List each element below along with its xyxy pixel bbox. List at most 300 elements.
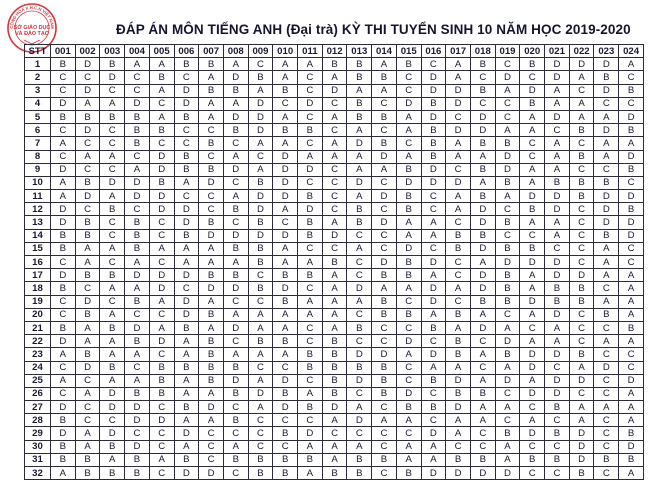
answer-cell: D <box>125 190 150 203</box>
answer-cell: D <box>545 387 570 400</box>
answer-cell: B <box>396 190 421 203</box>
answer-cell: A <box>149 321 174 334</box>
answer-cell: B <box>470 190 495 203</box>
answer-cell: B <box>421 97 446 110</box>
answer-cell: B <box>470 58 495 71</box>
answer-cell: C <box>223 401 248 414</box>
answer-cell: D <box>495 256 520 269</box>
answer-cell: D <box>223 374 248 387</box>
answer-cell: A <box>594 256 619 269</box>
answer-cell: D <box>594 216 619 229</box>
answer-cell: B <box>322 348 347 361</box>
answer-cell: D <box>75 84 100 97</box>
answer-cell: A <box>75 321 100 334</box>
answer-cell: D <box>199 467 224 480</box>
answer-cell: C <box>322 203 347 216</box>
answer-cell: C <box>322 163 347 176</box>
answer-cell: A <box>322 216 347 229</box>
answer-cell: A <box>495 440 520 453</box>
answer-cell: B <box>396 203 421 216</box>
answer-cell: A <box>569 361 594 374</box>
answer-cell: C <box>273 414 298 427</box>
answer-cell: C <box>446 110 471 123</box>
answer-cell: A <box>75 242 100 255</box>
answer-cell: A <box>347 84 372 97</box>
column-header-code: 022 <box>569 45 594 58</box>
answer-cell: D <box>149 163 174 176</box>
answer-cell: D <box>125 97 150 110</box>
row-number-cell: 20 <box>25 308 51 321</box>
answer-cell: A <box>545 163 570 176</box>
answer-cell: A <box>125 256 150 269</box>
answer-cell: B <box>569 467 594 480</box>
answer-cell: C <box>248 361 273 374</box>
row-number-cell: 8 <box>25 150 51 163</box>
answer-cell: B <box>470 137 495 150</box>
answer-cell: B <box>347 58 372 71</box>
answer-cell: B <box>619 84 644 97</box>
row-number-cell: 26 <box>25 387 51 400</box>
answer-cell: A <box>322 414 347 427</box>
answer-cell: C <box>51 71 76 84</box>
answer-cell: A <box>223 256 248 269</box>
answer-cell: C <box>273 361 298 374</box>
answer-cell: B <box>273 453 298 466</box>
answer-cell: B <box>470 387 495 400</box>
row-number-cell: 28 <box>25 414 51 427</box>
row-number-cell: 16 <box>25 256 51 269</box>
answer-cell: D <box>347 137 372 150</box>
answer-cell: C <box>520 440 545 453</box>
row-number-cell: 11 <box>25 190 51 203</box>
answer-cell: C <box>347 269 372 282</box>
answer-key-table <box>24 44 644 480</box>
answer-cell: B <box>298 269 323 282</box>
answer-cell: D <box>347 374 372 387</box>
answer-cell: D <box>149 282 174 295</box>
answer-cell: A <box>545 84 570 97</box>
answer-cell: A <box>174 374 199 387</box>
answer-cell: B <box>273 467 298 480</box>
answer-cell: D <box>100 176 125 189</box>
answer-cell: B <box>100 440 125 453</box>
row-number-cell: 6 <box>25 124 51 137</box>
answer-cell: B <box>223 414 248 427</box>
answer-cell: B <box>396 401 421 414</box>
answer-cell: A <box>100 97 125 110</box>
answer-cell: C <box>421 203 446 216</box>
answer-cell: C <box>545 467 570 480</box>
answer-cell: C <box>149 440 174 453</box>
answer-cell: C <box>619 97 644 110</box>
answer-cell: C <box>396 84 421 97</box>
answer-cell: A <box>396 348 421 361</box>
answer-cell: D <box>347 414 372 427</box>
answer-cell: C <box>421 190 446 203</box>
answer-cell: A <box>545 229 570 242</box>
row-number-cell: 13 <box>25 216 51 229</box>
row-number-cell: 21 <box>25 321 51 334</box>
answer-cell: C <box>594 282 619 295</box>
answer-cell: C <box>174 282 199 295</box>
answer-cell: B <box>298 361 323 374</box>
answer-cell: A <box>125 282 150 295</box>
answer-cell: D <box>396 97 421 110</box>
answer-cell: D <box>248 190 273 203</box>
answer-cell: A <box>51 348 76 361</box>
table-row <box>25 467 644 480</box>
answer-cell: C <box>347 335 372 348</box>
answer-cell: A <box>372 282 397 295</box>
answer-cell: C <box>125 84 150 97</box>
answer-cell: A <box>322 269 347 282</box>
answer-cell: C <box>75 71 100 84</box>
answer-cell: A <box>619 467 644 480</box>
answer-cell: C <box>125 150 150 163</box>
answer-cell: D <box>520 361 545 374</box>
answer-cell: D <box>322 84 347 97</box>
answer-cell: B <box>199 163 224 176</box>
answer-cell: A <box>347 163 372 176</box>
answer-cell: A <box>125 58 150 71</box>
answer-cell: A <box>396 216 421 229</box>
answer-cell: A <box>199 242 224 255</box>
answer-cell: D <box>421 256 446 269</box>
answer-cell: A <box>347 295 372 308</box>
answer-cell: A <box>421 440 446 453</box>
answer-cell: B <box>51 282 76 295</box>
answer-cell: C <box>100 216 125 229</box>
answer-cell: A <box>396 453 421 466</box>
answer-cell: D <box>396 176 421 189</box>
answer-cell: C <box>75 203 100 216</box>
answer-cell: C <box>372 321 397 334</box>
answer-cell: C <box>470 71 495 84</box>
answer-cell: D <box>174 467 199 480</box>
answer-cell: C <box>594 427 619 440</box>
answer-cell: A <box>322 295 347 308</box>
answer-cell: B <box>347 216 372 229</box>
answer-cell: D <box>322 401 347 414</box>
answer-cell: D <box>470 242 495 255</box>
answer-cell: B <box>75 269 100 282</box>
answer-cell: A <box>174 176 199 189</box>
answer-cell: B <box>223 84 248 97</box>
answer-cell: B <box>347 453 372 466</box>
answer-cell: B <box>75 216 100 229</box>
table-row <box>25 387 644 400</box>
answer-cell: D <box>421 84 446 97</box>
answer-cell: C <box>298 176 323 189</box>
answer-cell: D <box>594 58 619 71</box>
answer-cell: C <box>273 440 298 453</box>
answer-cell: C <box>199 190 224 203</box>
answer-cell: B <box>149 71 174 84</box>
answer-cell: A <box>298 295 323 308</box>
answer-cell: B <box>545 453 570 466</box>
answer-cell: C <box>298 321 323 334</box>
answer-cell: A <box>594 150 619 163</box>
column-header-code: 011 <box>298 45 323 58</box>
table-row <box>25 308 644 321</box>
row-number-cell: 24 <box>25 361 51 374</box>
answer-cell: C <box>347 308 372 321</box>
answer-cell: B <box>199 137 224 150</box>
answer-cell: C <box>569 335 594 348</box>
answer-cell: B <box>273 124 298 137</box>
answer-cell: A <box>100 190 125 203</box>
answer-cell: C <box>248 427 273 440</box>
answer-cell: A <box>199 71 224 84</box>
answer-cell: A <box>273 348 298 361</box>
answer-cell: B <box>298 453 323 466</box>
answer-cell: A <box>298 467 323 480</box>
answer-cell: A <box>273 308 298 321</box>
answer-cell: A <box>594 295 619 308</box>
answer-cell: A <box>421 361 446 374</box>
answer-cell: A <box>322 150 347 163</box>
answer-cell: A <box>619 308 644 321</box>
answer-cell: D <box>520 256 545 269</box>
answer-cell: A <box>223 308 248 321</box>
answer-cell: C <box>223 137 248 150</box>
answer-cell: D <box>470 110 495 123</box>
answer-cell: D <box>149 414 174 427</box>
answer-cell: C <box>446 163 471 176</box>
answer-cell: A <box>594 137 619 150</box>
answer-cell: B <box>569 295 594 308</box>
answer-cell: C <box>520 467 545 480</box>
answer-cell: D <box>248 203 273 216</box>
answer-cell: C <box>347 387 372 400</box>
table-row <box>25 190 644 203</box>
answer-cell: B <box>248 335 273 348</box>
answer-cell: C <box>446 216 471 229</box>
answer-cell: B <box>322 387 347 400</box>
answer-cell: B <box>322 361 347 374</box>
row-number-cell: 2 <box>25 71 51 84</box>
answer-cell: C <box>149 467 174 480</box>
answer-cell: D <box>569 269 594 282</box>
answer-cell: C <box>594 321 619 334</box>
answer-cell: C <box>125 361 150 374</box>
answer-cell: D <box>372 348 397 361</box>
table-row <box>25 242 644 255</box>
column-header-code: 023 <box>594 45 619 58</box>
answer-cell: C <box>298 84 323 97</box>
answer-cell: B <box>470 453 495 466</box>
answer-cell: A <box>75 427 100 440</box>
answer-cell: B <box>322 256 347 269</box>
answer-cell: A <box>594 242 619 255</box>
answer-cell: D <box>470 124 495 137</box>
answer-cell: D <box>421 176 446 189</box>
table-row <box>25 361 644 374</box>
row-number-cell: 30 <box>25 440 51 453</box>
column-header-code: 005 <box>149 45 174 58</box>
answer-cell: C <box>594 97 619 110</box>
answer-cell: C <box>75 163 100 176</box>
answer-cell: B <box>51 242 76 255</box>
column-header-code: 007 <box>199 45 224 58</box>
answer-cell: B <box>51 229 76 242</box>
answer-cell: C <box>619 176 644 189</box>
answer-cell: D <box>298 427 323 440</box>
answer-cell: A <box>199 387 224 400</box>
answer-cell: B <box>248 282 273 295</box>
answer-cell: A <box>298 387 323 400</box>
answer-cell: D <box>174 308 199 321</box>
answer-cell: D <box>248 110 273 123</box>
answer-cell: A <box>298 440 323 453</box>
answer-cell: D <box>520 190 545 203</box>
table-row <box>25 137 644 150</box>
answer-cell: B <box>174 110 199 123</box>
answer-cell: A <box>520 124 545 137</box>
answer-cell: C <box>372 335 397 348</box>
answer-cell: B <box>372 308 397 321</box>
answer-cell: A <box>322 282 347 295</box>
answer-cell: A <box>372 163 397 176</box>
answer-cell: D <box>149 190 174 203</box>
answer-cell: C <box>51 295 76 308</box>
answer-cell: B <box>149 176 174 189</box>
answer-cell: D <box>470 216 495 229</box>
answer-cell: C <box>174 71 199 84</box>
answer-cell: B <box>174 453 199 466</box>
answer-cell: A <box>520 216 545 229</box>
answer-cell: D <box>569 440 594 453</box>
answer-cell: A <box>619 387 644 400</box>
answer-cell: D <box>594 124 619 137</box>
answer-cell: A <box>322 308 347 321</box>
answer-cell: B <box>75 348 100 361</box>
answer-cell: C <box>545 361 570 374</box>
answer-cell: B <box>495 295 520 308</box>
page-title: ĐÁP ÁN MÔN TIẾNG ANH (Đại trà) KỲ THI TUYỂN SINH 10 NĂM HỌC 2019-2020 <box>116 22 631 37</box>
answer-cell: C <box>520 71 545 84</box>
answer-cell: C <box>594 374 619 387</box>
answer-cell: D <box>273 374 298 387</box>
answer-cell: A <box>396 282 421 295</box>
answer-cell: D <box>51 216 76 229</box>
answer-cell: A <box>347 150 372 163</box>
answer-cell: D <box>322 229 347 242</box>
answer-cell: D <box>347 348 372 361</box>
answer-cell: B <box>594 308 619 321</box>
answer-cell: C <box>594 467 619 480</box>
answer-cell: D <box>75 58 100 71</box>
answer-cell: A <box>298 58 323 71</box>
answer-cell: A <box>223 58 248 71</box>
answer-cell: A <box>248 321 273 334</box>
table-row <box>25 124 644 137</box>
answer-cell: D <box>446 124 471 137</box>
answer-cell: D <box>421 110 446 123</box>
answer-cell: C <box>322 124 347 137</box>
answer-cell: A <box>545 216 570 229</box>
answer-cell: C <box>495 308 520 321</box>
answer-cell: A <box>100 374 125 387</box>
answer-cell: A <box>347 190 372 203</box>
answer-cell: B <box>248 71 273 84</box>
answer-cell: C <box>100 229 125 242</box>
answer-cell: D <box>75 361 100 374</box>
column-header-code: 013 <box>347 45 372 58</box>
answer-cell: B <box>75 453 100 466</box>
answer-cell: B <box>149 361 174 374</box>
answer-cell: B <box>446 308 471 321</box>
answer-cell: B <box>545 176 570 189</box>
answer-cell: A <box>520 335 545 348</box>
answer-cell: D <box>125 269 150 282</box>
answer-cell: A <box>174 242 199 255</box>
answer-cell: C <box>495 97 520 110</box>
answer-cell: D <box>619 440 644 453</box>
answer-cell: C <box>75 414 100 427</box>
answer-cell: A <box>322 137 347 150</box>
answer-cell: D <box>545 308 570 321</box>
answer-cell: D <box>446 374 471 387</box>
table-row <box>25 84 644 97</box>
answer-cell: D <box>51 335 76 348</box>
answer-cell: C <box>619 361 644 374</box>
answer-cell: C <box>569 387 594 400</box>
answer-cell: C <box>100 137 125 150</box>
answer-cell: B <box>446 453 471 466</box>
answer-cell: A <box>149 84 174 97</box>
answer-cell: C <box>372 467 397 480</box>
answer-cell: A <box>248 401 273 414</box>
answer-cell: C <box>248 440 273 453</box>
answer-cell: D <box>273 163 298 176</box>
answer-cell: A <box>446 137 471 150</box>
answer-cell: C <box>100 84 125 97</box>
answer-cell: D <box>495 335 520 348</box>
answer-cell: C <box>619 242 644 255</box>
answer-cell: D <box>545 58 570 71</box>
answer-cell: C <box>223 427 248 440</box>
answer-cell: D <box>223 229 248 242</box>
answer-cell: A <box>248 308 273 321</box>
answer-cell: B <box>223 124 248 137</box>
answer-cell: B <box>594 229 619 242</box>
answer-cell: D <box>396 387 421 400</box>
table-row <box>25 71 644 84</box>
answer-cell: B <box>322 335 347 348</box>
answer-cell: A <box>470 414 495 427</box>
answer-cell: C <box>495 229 520 242</box>
answer-cell: A <box>545 97 570 110</box>
answer-cell: B <box>396 163 421 176</box>
answer-cell: D <box>248 387 273 400</box>
answer-cell: B <box>347 203 372 216</box>
answer-cell: A <box>75 150 100 163</box>
answer-cell: D <box>594 190 619 203</box>
answer-cell: C <box>396 71 421 84</box>
answer-cell: A <box>446 361 471 374</box>
column-header-code: 021 <box>545 45 570 58</box>
answer-cell: D <box>51 401 76 414</box>
answer-cell: C <box>174 190 199 203</box>
answer-cell: A <box>100 308 125 321</box>
answer-cell: B <box>149 374 174 387</box>
answer-cell: A <box>322 321 347 334</box>
answer-cell: B <box>75 308 100 321</box>
answer-cell: A <box>199 256 224 269</box>
answer-cell: A <box>594 269 619 282</box>
answer-cell: C <box>619 71 644 84</box>
